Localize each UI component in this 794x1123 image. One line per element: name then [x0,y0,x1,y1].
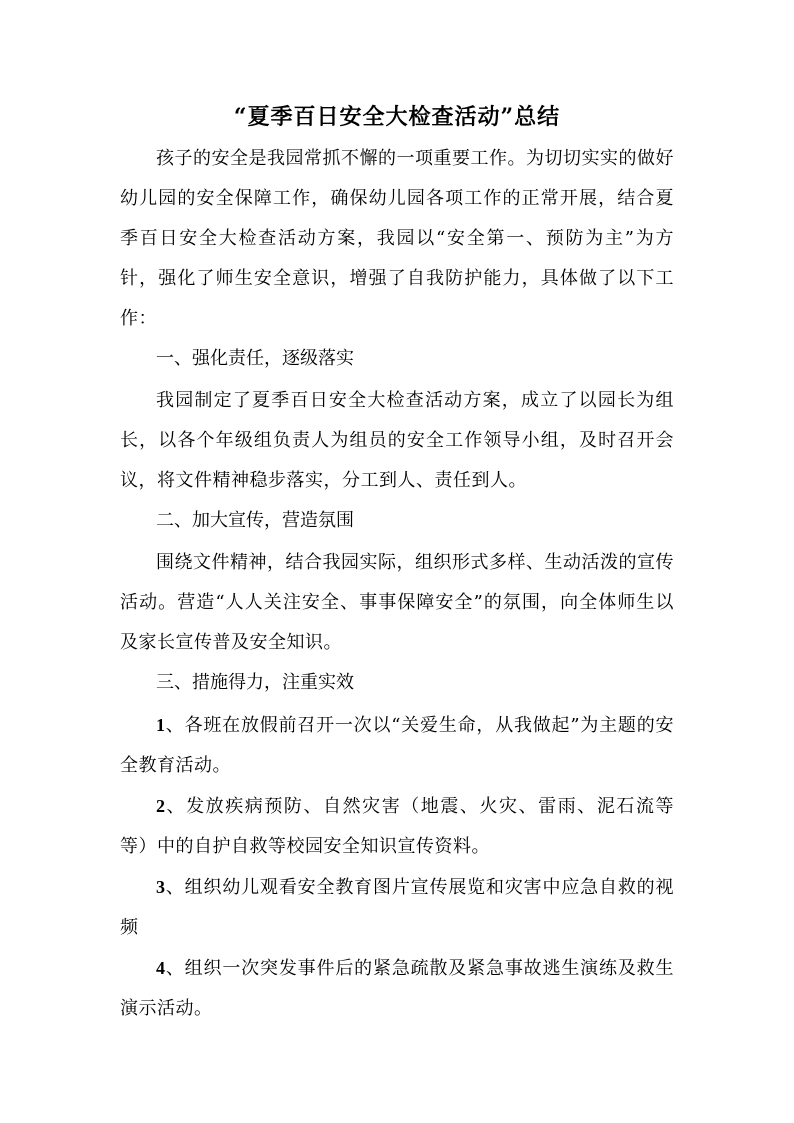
list-item-text: 、各班在放假前召开一次以“关爱生命，从我做起”为主题的安全教育活动。 [120,715,674,776]
list-item-number: 2 [156,796,166,816]
section-heading-1: 一、强化责任，逐级落实 [156,348,354,369]
list-item-number: 3 [156,877,166,897]
page-title: “夏季百日安全大检查活动”总结 [233,104,561,130]
section-heading-2: 二、加大宣传，营造氛围 [156,510,354,531]
list-item-text: 、组织幼儿观看安全教育图片宣传展览和灾害中应急自救的视频 [120,877,674,938]
document-body [120,139,674,1029]
intro-paragraph: 孩子的安全是我园常抓不懈的一项重要工作。为切切实实的做好幼儿园的安全保障工作，确保幼儿园各项工作的正常开展，结合夏季百日安全大检查活动方案，我园以“安全第一、预防为主”为方针，强化了师生安全意识，增强了自我防护能力，具体做了以下工作： [120,148,674,329]
list-item [120,786,674,867]
list-item-number: 1 [156,715,166,735]
list-item [120,948,674,1029]
section-2-paragraph: 围绕文件精神，结合我园实际，组织形式多样、生动活泼的宣传活动。营造“人人关注安全、事事保障安全”的氛围，向全体师生以及家长宣传普及安全知识。 [120,552,674,653]
list-item-number: 4 [156,958,166,978]
list-item [120,705,674,786]
list-item-text: 、发放疾病预防、自然灾害（地震、火灾、雷雨、泥石流等等）中的自护自救等校园安全知识宣传资料。 [120,796,674,857]
list-item [120,867,674,948]
section-heading-3: 三、措施得力，注重实效 [156,672,354,693]
section-1-paragraph: 我园制定了夏季百日安全大检查活动方案，成立了以园长为组长，以各个年级组负责人为组员的安全工作领导小组，及时召开会议，将文件精神稳步落实，分工到人、责任到人。 [120,390,674,491]
list-item-text: 、组织一次突发事件后的紧急疏散及紧急事故逃生演练及救生演示活动。 [120,958,674,1019]
